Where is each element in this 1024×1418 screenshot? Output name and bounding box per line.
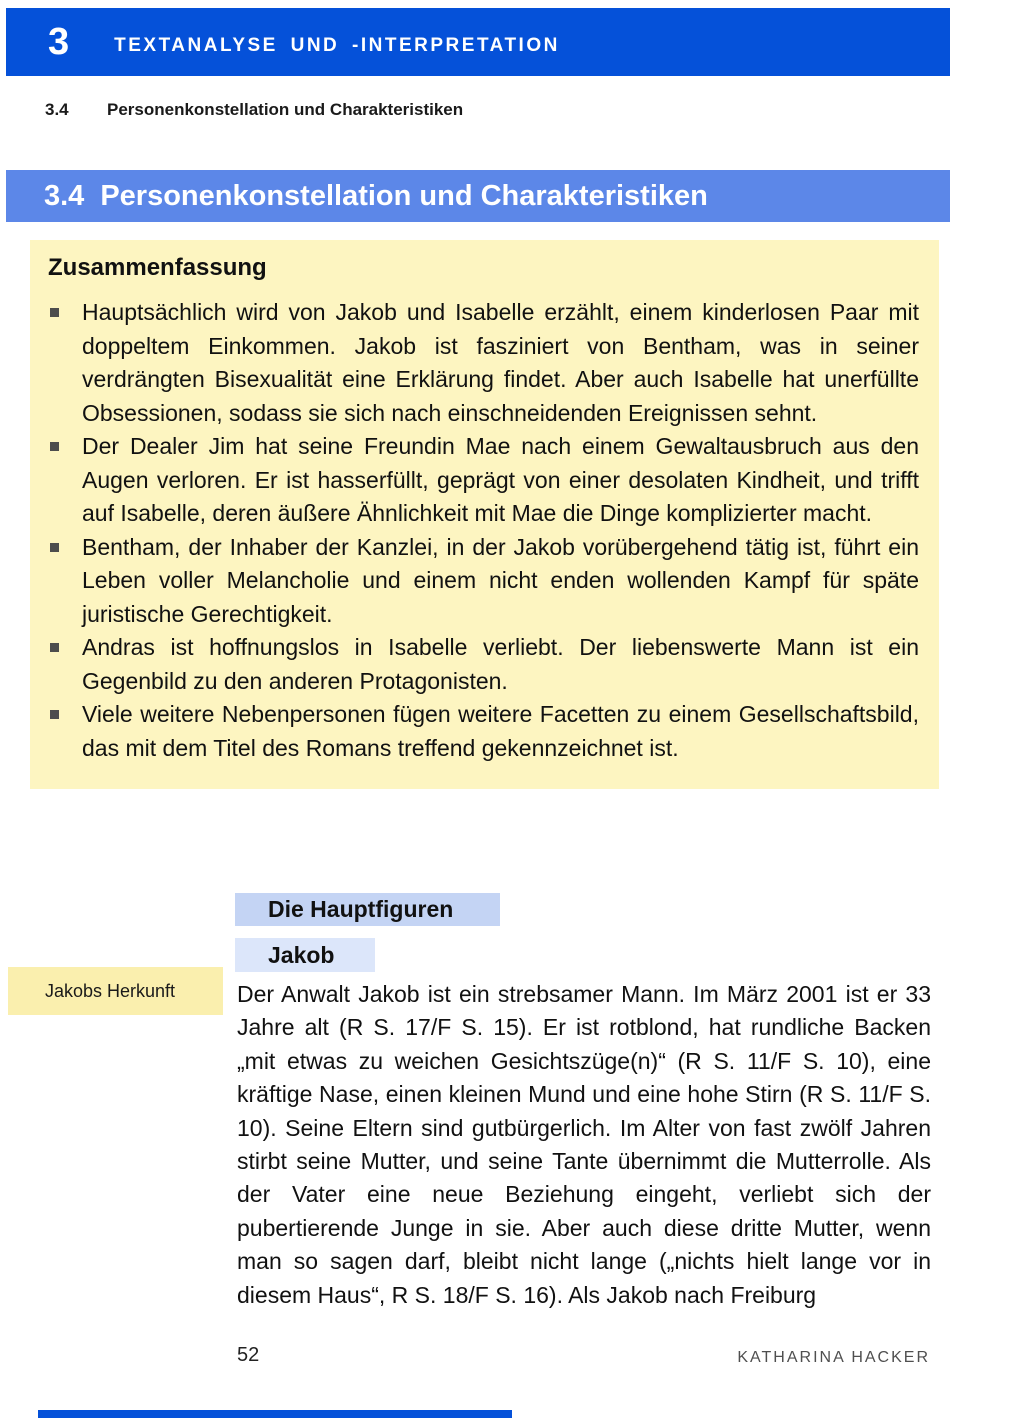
summary-bullet-text: Hauptsächlich wird von Jakob und Isabelle erzählt, einem kinderlosen Paar mit doppeltem Einkommen. Jakob ist fasziniert von Bentham, was in seiner verdrängten Bisexualität eine Erklärung findet. Aber auch Isabelle hat unerfüllte Obsessionen, sodass sie sich nach einschneidenden Ereignissen sehnt. [82, 299, 919, 426]
author-name: KATHARINA HACKER [737, 1349, 930, 1366]
summary-bullet [48, 631, 919, 698]
character-heading-jakob [235, 938, 375, 972]
section-title: Personenkonstellation und Charakteristiken [100, 179, 708, 212]
chapter-header-bar [6, 8, 950, 76]
chapter-title: TEXTANALYSE UND -INTERPRETATION [114, 35, 560, 56]
bullet-square-icon [50, 543, 59, 552]
section-number: 3.4 [44, 179, 85, 212]
summary-bullet [48, 430, 919, 531]
summary-bullet-text: Der Dealer Jim hat seine Freundin Mae nach einem Gewaltausbruch aus den Augen verloren. Er ist hasserfüllt, geprägt von einer desolaten Kindheit, und trifft auf Isabelle, deren äußere Ähnlichkeit mit Mae die Dinge komplizierter macht. [82, 433, 919, 526]
summary-bullet [48, 531, 919, 632]
summary-bullet-text: Bentham, der Inhaber der Kanzlei, in der Jakob vorübergehend tätig ist, führt ein Leben voller Melancholie und einem nicht enden wollenden Kampf für späte juristische Gerechtigkeit. [82, 533, 919, 627]
summary-bullet [48, 698, 919, 765]
summary-bullet-text: Viele weitere Nebenpersonen fügen weitere Facetten zu einem Gesellschaftsbild, das mit dem Titel des Romans treffend gekennzeichnet ist. [82, 701, 919, 761]
summary-box [30, 240, 939, 789]
running-head-title: Personenkonstellation und Charakteristiken [107, 100, 464, 119]
subheading-die-hauptfiguren [235, 893, 500, 926]
margin-note-text: Jakobs Herkunft [45, 980, 176, 1001]
bullet-square-icon [50, 710, 59, 719]
summary-bullet-text: Andras ist hoffnungslos in Isabelle verliebt. Der liebenswerte Mann ist ein Gegenbild zu den anderen Protagonisten. [82, 634, 919, 694]
section-heading-bar [6, 170, 950, 222]
summary-heading: Zusammenfassung [48, 254, 267, 281]
bullet-square-icon [50, 308, 59, 317]
bullet-square-icon [50, 643, 59, 652]
margin-note [8, 967, 223, 1015]
chapter-number: 3 [48, 21, 70, 63]
running-head [45, 100, 463, 120]
character-heading-text: Jakob [268, 941, 335, 968]
next-page-header-strip [38, 1410, 512, 1418]
body-paragraph: Der Anwalt Jakob ist ein strebsamer Mann. Im März 2001 ist er 33 Jahre alt (R S. 17/F S. 15). Er ist rotblond, hat rundliche Backen „mit etwas zu weichen Gesichtszüge(n)“ (R S. 11/F S. 10), eine kräftige Nase, einen kleinen Mund und eine hohe Stirn (R S. 11/F S. 10). Seine Eltern sind gutbürgerlich. Im Alter von fast zwölf Jahren stirbt seine Mutter, und seine Tante übernimmt die Mutterrolle. Als der Vater eine neue Beziehung eingeht, verliebt sich der pubertierende Junge in sie. Aber auch diese dritte Mutter, wenn man so sagen darf, bleibt nicht lange („nichts hielt lange vor in diesem Haus“, R S. 18/F S. 16). Als Jakob nach Freiburg [237, 981, 931, 1308]
summary-bullet [48, 296, 919, 430]
page-number: 52 [237, 1344, 260, 1366]
bullet-square-icon [50, 442, 59, 451]
running-head-number: 3.4 [45, 100, 69, 119]
subheading-text: Die Hauptfiguren [268, 896, 454, 922]
